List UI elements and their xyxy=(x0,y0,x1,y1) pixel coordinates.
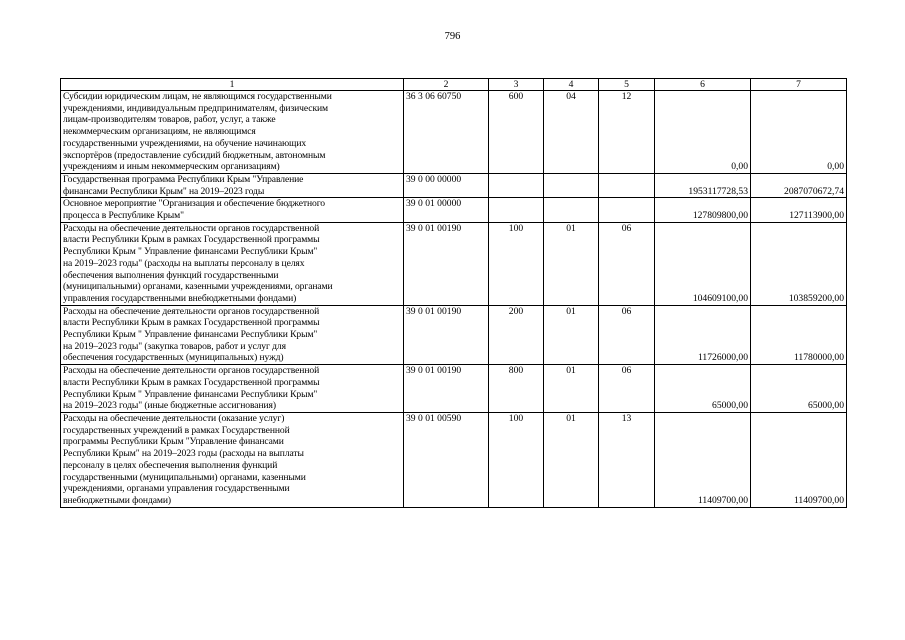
description-line: государственными учреждениями, на обучение начинающих xyxy=(63,137,307,149)
table-row xyxy=(61,173,847,197)
amount-year-1: 11409700,00 xyxy=(655,412,751,507)
subsection-code: 06 xyxy=(599,222,655,305)
expense-type-code xyxy=(489,198,544,222)
amount-year-1: 104609100,00 xyxy=(655,222,751,305)
description-line: на 2019–2023 годы" (иные бюджетные ассигнования) xyxy=(63,400,276,412)
table-row xyxy=(61,222,847,305)
row-description xyxy=(61,305,404,365)
budget-table xyxy=(60,78,847,508)
row-description xyxy=(61,412,404,507)
row-description xyxy=(61,365,404,413)
amount-year-2: 0,00 xyxy=(751,91,847,174)
description-line: обеспечения выполнения функций государственными xyxy=(63,269,279,281)
row-description xyxy=(61,173,404,197)
amount-year-1: 11726000,00 xyxy=(655,305,751,365)
description-line: Расходы на обеспечение деятельности органов государственной xyxy=(63,222,320,234)
table-row xyxy=(61,305,847,365)
description-line: лицам-производителям товаров, работ, услуг, а также xyxy=(63,114,276,126)
description-line: Республики Крым " Управление финансами Республики Крым" xyxy=(63,246,318,258)
column-header: 7 xyxy=(751,79,847,91)
expense-type-code xyxy=(489,173,544,197)
description-line: (муниципальными) органами, казенными учреждениями, органами xyxy=(63,281,333,293)
description-line: власти Республики Крым в рамках Государственной программы xyxy=(63,376,320,388)
section-code: 01 xyxy=(544,365,599,413)
description-line: учреждениями, органами управления государственными xyxy=(63,483,290,495)
column-header: 4 xyxy=(544,79,599,91)
subsection-code: 12 xyxy=(599,91,655,174)
target-article-code: 39 0 01 00190 xyxy=(404,222,489,305)
table-body xyxy=(61,79,847,508)
row-description xyxy=(61,91,404,174)
amount-year-2: 2087070672,74 xyxy=(751,173,847,197)
row-description xyxy=(61,222,404,305)
target-article-code: 36 3 06 60750 xyxy=(404,91,489,174)
description-line: персоналу в целях обеспечения выполнения функций xyxy=(63,459,278,471)
target-article-code: 39 0 01 00190 xyxy=(404,365,489,413)
subsection-code: 06 xyxy=(599,305,655,365)
amount-year-2: 127113900,00 xyxy=(751,198,847,222)
section-code: 01 xyxy=(544,305,599,365)
description-line: государственных учреждений в рамках Государственной xyxy=(63,424,290,436)
description-line: Государственная программа Республики Крым "Управление xyxy=(63,173,304,185)
target-article-code: 39 0 01 00590 xyxy=(404,412,489,507)
description-line: на 2019–2023 годы" (закупка товаров, работ и услуг для xyxy=(63,340,286,352)
section-code: 04 xyxy=(544,91,599,174)
expense-type-code: 600 xyxy=(489,91,544,174)
amount-year-1: 1953117728,53 xyxy=(655,173,751,197)
description-line: учреждениям и иным некоммерческим организациям) xyxy=(63,161,280,173)
section-code xyxy=(544,173,599,197)
description-line: на 2019–2023 годы" (расходы на выплаты персоналу в целях xyxy=(63,257,305,269)
subsection-code: 06 xyxy=(599,365,655,413)
amount-year-2: 11409700,00 xyxy=(751,412,847,507)
description-line: экспортёров (предоставление субсидий бюджетным, автономным xyxy=(63,149,326,161)
description-line: Расходы на обеспечение деятельности (оказание услуг) xyxy=(63,412,285,424)
description-line: Основное мероприятие "Организация и обеспечение бюджетного xyxy=(63,198,325,210)
column-header: 5 xyxy=(599,79,655,91)
description-line: обеспечения государственных (муниципальных) нужд) xyxy=(63,352,284,364)
description-line: управления государственными внебюджетными фондами) xyxy=(63,292,297,304)
description-line: финансами Республики Крым" на 2019–2023 годы xyxy=(63,185,265,197)
description-line: государственными (муниципальными) органами, казенными xyxy=(63,471,306,483)
description-line: власти Республики Крым в рамках Государственной программы xyxy=(63,234,320,246)
column-header: 3 xyxy=(489,79,544,91)
table-row xyxy=(61,198,847,222)
amount-year-1: 65000,00 xyxy=(655,365,751,413)
amount-year-1: 0,00 xyxy=(655,91,751,174)
subsection-code xyxy=(599,198,655,222)
section-code: 01 xyxy=(544,412,599,507)
column-header: 6 xyxy=(655,79,751,91)
description-line: Республики Крым" на 2019–2023 годы (расходы на выплаты xyxy=(63,448,304,460)
target-article-code: 39 0 01 00000 xyxy=(404,198,489,222)
column-number-row xyxy=(61,79,847,91)
page-number: 796 xyxy=(444,31,461,42)
column-header: 1 xyxy=(61,79,404,91)
description-line: учреждениями, индивидуальным предпринимателям, физическим xyxy=(63,102,329,114)
section-code: 01 xyxy=(544,222,599,305)
subsection-code: 13 xyxy=(599,412,655,507)
target-article-code: 39 0 01 00190 xyxy=(404,305,489,365)
description-line: Республики Крым " Управление финансами Республики Крым" xyxy=(63,329,318,341)
description-line: некоммерческим организациям, не являющимся xyxy=(63,126,256,138)
section-code xyxy=(544,198,599,222)
row-description xyxy=(61,198,404,222)
expense-type-code: 200 xyxy=(489,305,544,365)
description-line: программы Республики Крым "Управление финансами xyxy=(63,436,284,448)
subsection-code xyxy=(599,173,655,197)
description-line: Расходы на обеспечение деятельности органов государственной xyxy=(63,305,320,317)
expense-type-code: 800 xyxy=(489,365,544,413)
amount-year-2: 65000,00 xyxy=(751,365,847,413)
description-line: власти Республики Крым в рамках Государственной программы xyxy=(63,317,320,329)
expense-type-code: 100 xyxy=(489,412,544,507)
table-row xyxy=(61,91,847,174)
amount-year-2: 103859200,00 xyxy=(751,222,847,305)
description-line: Расходы на обеспечение деятельности органов государственной xyxy=(63,365,320,377)
description-line: Республики Крым " Управление финансами Республики Крым" xyxy=(63,388,318,400)
table-row xyxy=(61,365,847,413)
column-header: 2 xyxy=(404,79,489,91)
description-line: внебюджетными фондами) xyxy=(63,494,171,506)
amount-year-1: 127809800,00 xyxy=(655,198,751,222)
target-article-code: 39 0 00 00000 xyxy=(404,173,489,197)
table-row xyxy=(61,412,847,507)
expense-type-code: 100 xyxy=(489,222,544,305)
amount-year-2: 11780000,00 xyxy=(751,305,847,365)
description-line: Субсидии юридическим лицам, не являющимся государственными xyxy=(63,91,332,102)
description-line: процесса в Республике Крым" xyxy=(63,210,184,222)
